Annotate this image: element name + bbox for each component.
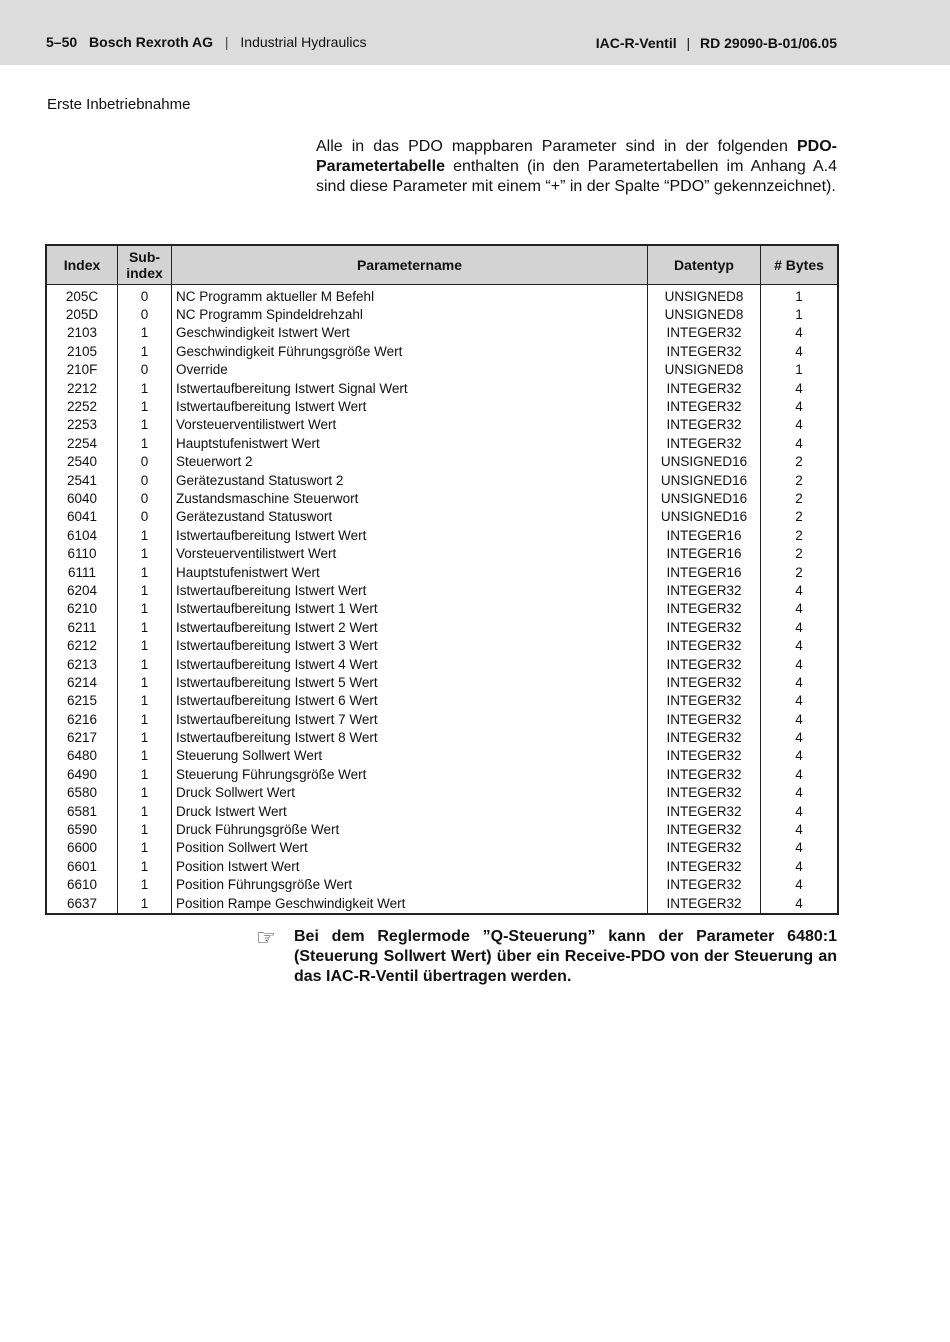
table-row <box>46 397 838 415</box>
cell-parameter-name: Gerätezustand Statuswort <box>172 508 648 526</box>
cell-parameter-name: Druck Sollwert Wert <box>172 784 648 802</box>
cell-bytes: 4 <box>761 655 839 673</box>
cell-parameter-name: Istwertaufbereitung Istwert Signal Wert <box>172 379 648 397</box>
cell-parameter-name: Steuerwort 2 <box>172 453 648 471</box>
cell-subindex: 1 <box>118 434 172 452</box>
cell-index: 2105 <box>66 343 98 359</box>
cell-subindex: 1 <box>118 544 172 562</box>
cell-parameter-name: Istwertaufbereitung Istwert Wert <box>172 526 648 544</box>
table-row <box>46 894 838 914</box>
cell-subindex: 0 <box>118 361 172 379</box>
cell-index: 6110 <box>67 546 97 562</box>
cell-datatype: INTEGER16 <box>648 526 761 544</box>
cell-bytes: 2 <box>761 471 839 489</box>
cell-datatype: INTEGER32 <box>648 600 761 618</box>
table-row <box>46 563 838 581</box>
intro-text-before: Alle in das PDO mappbaren Parameter sind in der folgenden <box>316 138 797 155</box>
cell-subindex: 0 <box>118 508 172 526</box>
cell-datatype: INTEGER32 <box>648 618 761 636</box>
cell-datatype: INTEGER32 <box>648 581 761 599</box>
cell-datatype: INTEGER32 <box>648 894 761 914</box>
table-row <box>46 379 838 397</box>
table-body <box>46 285 838 915</box>
header-right <box>596 35 837 51</box>
cell-subindex: 0 <box>118 453 172 471</box>
cell-subindex: 1 <box>118 342 172 360</box>
cell-subindex: 1 <box>118 692 172 710</box>
table-row <box>46 342 838 360</box>
table-row <box>46 434 838 452</box>
cell-datatype: INTEGER32 <box>648 765 761 783</box>
table-row <box>46 581 838 599</box>
cell-index: 6041 <box>66 509 98 525</box>
cell-subindex: 1 <box>118 581 172 599</box>
cell-datatype: INTEGER32 <box>648 397 761 415</box>
cell-parameter-name: Geschwindigkeit Führungsgröße Wert <box>172 342 648 360</box>
table-row <box>46 324 838 342</box>
cell-datatype: INTEGER32 <box>648 728 761 746</box>
cell-subindex: 1 <box>118 618 172 636</box>
table-row <box>46 820 838 838</box>
table-row <box>46 784 838 802</box>
cell-index: 2541 <box>66 472 98 488</box>
cell-datatype: INTEGER32 <box>648 876 761 894</box>
cell-parameter-name: Position Führungsgröße Wert <box>172 876 648 894</box>
cell-datatype: INTEGER32 <box>648 324 761 342</box>
header-divider: | <box>224 34 229 50</box>
cell-bytes: 2 <box>761 489 839 507</box>
col-header-subindex: Sub- index <box>118 245 172 285</box>
company-name: Bosch Rexroth AG <box>89 34 213 50</box>
col-header-name: Parametername <box>172 245 648 285</box>
table-row <box>46 655 838 673</box>
cell-bytes: 2 <box>761 544 839 562</box>
cell-bytes: 1 <box>761 305 839 323</box>
table-row <box>46 508 838 526</box>
product-name: IAC-R-Ventil <box>595 35 677 51</box>
cell-datatype: INTEGER32 <box>648 692 761 710</box>
cell-parameter-name: NC Programm Spindeldrehzahl <box>172 305 648 323</box>
cell-bytes: 4 <box>761 710 839 728</box>
cell-bytes: 2 <box>761 526 839 544</box>
cell-subindex: 1 <box>118 379 172 397</box>
pointing-hand-icon: ☞ <box>256 925 276 950</box>
cell-datatype: INTEGER32 <box>648 636 761 654</box>
cell-subindex: 1 <box>118 839 172 857</box>
cell-bytes: 4 <box>761 324 839 342</box>
cell-datatype: UNSIGNED8 <box>648 285 761 306</box>
cell-subindex: 1 <box>118 747 172 765</box>
cell-index: 6637 <box>66 895 98 911</box>
cell-subindex: 1 <box>118 655 172 673</box>
cell-subindex: 0 <box>118 305 172 323</box>
page-header <box>0 0 950 65</box>
table-row <box>46 471 838 489</box>
cell-parameter-name: Istwertaufbereitung Istwert 5 Wert <box>172 673 648 691</box>
cell-parameter-name: Istwertaufbereitung Istwert Wert <box>172 581 648 599</box>
cell-bytes: 2 <box>761 508 839 526</box>
cell-bytes: 4 <box>761 416 839 434</box>
header-left <box>46 34 366 50</box>
cell-parameter-name: Istwertaufbereitung Istwert 3 Wert <box>172 636 648 654</box>
cell-parameter-name: Istwertaufbereitung Istwert 4 Wert <box>172 655 648 673</box>
cell-subindex: 1 <box>118 526 172 544</box>
cell-bytes: 4 <box>761 820 839 838</box>
cell-subindex: 1 <box>118 600 172 618</box>
cell-subindex: 0 <box>118 489 172 507</box>
page-number: 5–50 <box>46 34 78 50</box>
cell-datatype: INTEGER32 <box>648 379 761 397</box>
table-row <box>46 747 838 765</box>
cell-parameter-name: Druck Istwert Wert <box>172 802 648 820</box>
cell-bytes: 4 <box>761 342 839 360</box>
col-header-datatype: Datentyp <box>648 245 761 285</box>
cell-subindex: 1 <box>118 397 172 415</box>
cell-parameter-name: Position Istwert Wert <box>172 857 648 875</box>
intro-paragraph <box>316 137 837 197</box>
cell-parameter-name: Position Sollwert Wert <box>172 839 648 857</box>
col-header-index: Index <box>46 245 118 285</box>
cell-bytes: 4 <box>761 379 839 397</box>
cell-bytes: 4 <box>761 802 839 820</box>
cell-subindex: 1 <box>118 728 172 746</box>
col-header-bytes: # Bytes <box>761 245 839 285</box>
cell-bytes: 4 <box>761 434 839 452</box>
cell-datatype: INTEGER32 <box>648 673 761 691</box>
intro-bold-term: PDO-Parametertabelle <box>316 138 837 175</box>
cell-bytes: 4 <box>761 765 839 783</box>
cell-datatype: UNSIGNED16 <box>648 471 761 489</box>
cell-index: 2254 <box>66 435 98 451</box>
note-text: Bei dem Reglermode ”Q-Steuerung” kann der Parameter 6480:1 (Steuerung Sollwert Wert) über ein Receive-PDO von der Steuerung an das IAC-R-Ventil übertragen werden. <box>294 928 837 985</box>
cell-subindex: 0 <box>118 285 172 306</box>
table-row <box>46 526 838 544</box>
table-row <box>46 802 838 820</box>
cell-parameter-name: Istwertaufbereitung Istwert 8 Wert <box>172 728 648 746</box>
cell-index: 2540 <box>66 454 98 470</box>
cell-bytes: 4 <box>761 673 839 691</box>
table-row <box>46 710 838 728</box>
cell-datatype: INTEGER32 <box>648 342 761 360</box>
cell-bytes: 4 <box>761 600 839 618</box>
cell-index: 205D <box>65 307 99 323</box>
table-header-row <box>46 245 838 285</box>
cell-bytes: 4 <box>761 894 839 914</box>
cell-index: 205C <box>65 288 99 304</box>
section-title: Erste Inbetriebnahme <box>47 96 191 113</box>
cell-subindex: 1 <box>118 324 172 342</box>
cell-parameter-name: Override <box>172 361 648 379</box>
cell-datatype: INTEGER32 <box>648 857 761 875</box>
cell-parameter-name: Istwertaufbereitung Istwert 7 Wert <box>172 710 648 728</box>
cell-parameter-name: Steuerung Führungsgröße Wert <box>172 765 648 783</box>
cell-parameter-name: Istwertaufbereitung Istwert 1 Wert <box>172 600 648 618</box>
cell-index: 6581 <box>66 803 98 819</box>
cell-index: 6212 <box>66 638 98 654</box>
cell-datatype: INTEGER32 <box>648 784 761 802</box>
cell-index: 6211 <box>67 619 97 635</box>
cell-datatype: UNSIGNED8 <box>648 305 761 323</box>
cell-parameter-name: Istwertaufbereitung Istwert 6 Wert <box>172 692 648 710</box>
table-row <box>46 839 838 857</box>
cell-subindex: 1 <box>118 784 172 802</box>
table-row <box>46 285 838 306</box>
table-row <box>46 600 838 618</box>
table-row <box>46 453 838 471</box>
cell-index: 6210 <box>66 601 98 617</box>
cell-bytes: 4 <box>761 784 839 802</box>
cell-index: 6600 <box>66 840 98 856</box>
cell-datatype: INTEGER16 <box>648 544 761 562</box>
table-row <box>46 765 838 783</box>
cell-index: 6213 <box>66 656 98 672</box>
cell-datatype: INTEGER32 <box>648 820 761 838</box>
cell-subindex: 1 <box>118 563 172 581</box>
cell-subindex: 1 <box>118 894 172 914</box>
cell-bytes: 4 <box>761 692 839 710</box>
cell-subindex: 1 <box>118 765 172 783</box>
cell-index: 6204 <box>66 582 98 598</box>
cell-subindex: 1 <box>118 820 172 838</box>
table-row <box>46 305 838 323</box>
cell-datatype: INTEGER32 <box>648 747 761 765</box>
cell-datatype: INTEGER16 <box>648 563 761 581</box>
cell-subindex: 1 <box>118 857 172 875</box>
cell-datatype: INTEGER32 <box>648 802 761 820</box>
cell-index: 2253 <box>66 417 98 433</box>
cell-bytes: 4 <box>761 581 839 599</box>
cell-index: 6580 <box>66 785 98 801</box>
cell-subindex: 1 <box>118 673 172 691</box>
division-name: Industrial Hydraulics <box>240 34 367 50</box>
cell-index: 2212 <box>66 380 98 396</box>
table-row <box>46 618 838 636</box>
cell-index: 2252 <box>66 399 98 415</box>
cell-subindex: 0 <box>118 471 172 489</box>
cell-bytes: 4 <box>761 839 839 857</box>
cell-datatype: INTEGER32 <box>648 434 761 452</box>
cell-parameter-name: Steuerung Sollwert Wert <box>172 747 648 765</box>
table-row <box>46 489 838 507</box>
cell-index: 6040 <box>66 490 98 506</box>
cell-datatype: UNSIGNED8 <box>648 361 761 379</box>
table-row <box>46 544 838 562</box>
cell-bytes: 4 <box>761 747 839 765</box>
cell-index: 6610 <box>66 877 98 893</box>
table-row <box>46 692 838 710</box>
cell-bytes: 4 <box>761 397 839 415</box>
cell-bytes: 4 <box>761 728 839 746</box>
table-row <box>46 416 838 434</box>
pdo-parameter-table <box>45 244 839 915</box>
cell-parameter-name: Geschwindigkeit Istwert Wert <box>172 324 648 342</box>
cell-parameter-name: Vorsteuerventilistwert Wert <box>172 544 648 562</box>
cell-index: 6214 <box>66 674 98 690</box>
cell-index: 6490 <box>66 766 98 782</box>
cell-index: 6111 <box>67 564 97 580</box>
cell-bytes: 2 <box>761 563 839 581</box>
cell-index: 2103 <box>66 325 98 341</box>
cell-index: 6590 <box>66 822 98 838</box>
cell-datatype: INTEGER32 <box>648 710 761 728</box>
cell-index: 6601 <box>66 858 98 874</box>
cell-subindex: 1 <box>118 416 172 434</box>
header-divider: | <box>686 35 691 51</box>
table-row <box>46 636 838 654</box>
cell-index: 6104 <box>66 527 98 543</box>
table-row <box>46 876 838 894</box>
cell-parameter-name: Istwertaufbereitung Istwert Wert <box>172 397 648 415</box>
cell-index: 6215 <box>66 693 98 709</box>
cell-parameter-name: Vorsteuerventilistwert Wert <box>172 416 648 434</box>
cell-parameter-name: Zustandsmaschine Steuerwort <box>172 489 648 507</box>
cell-datatype: INTEGER32 <box>648 655 761 673</box>
cell-datatype: INTEGER32 <box>648 839 761 857</box>
cell-bytes: 2 <box>761 453 839 471</box>
document-reference: RD 29090-B-01/06.05 <box>700 35 837 51</box>
intro-text-after: enthalten (in den Parametertabellen im Anhang A.4 sind diese Parameter mit einem “+” in der Spalte “PDO” gekennzeichnet). <box>316 158 837 195</box>
cell-bytes: 4 <box>761 876 839 894</box>
cell-bytes: 4 <box>761 618 839 636</box>
cell-bytes: 1 <box>761 361 839 379</box>
cell-parameter-name: Position Rampe Geschwindigkeit Wert <box>172 894 648 914</box>
cell-subindex: 1 <box>118 802 172 820</box>
cell-parameter-name: NC Programm aktueller M Befehl <box>172 285 648 306</box>
table-row <box>46 728 838 746</box>
cell-bytes: 4 <box>761 857 839 875</box>
cell-datatype: INTEGER32 <box>648 416 761 434</box>
cell-index: 6216 <box>66 711 98 727</box>
cell-datatype: UNSIGNED16 <box>648 489 761 507</box>
cell-datatype: UNSIGNED16 <box>648 508 761 526</box>
cell-parameter-name: Druck Führungsgröße Wert <box>172 820 648 838</box>
cell-subindex: 1 <box>118 876 172 894</box>
cell-parameter-name: Istwertaufbereitung Istwert 2 Wert <box>172 618 648 636</box>
cell-subindex: 1 <box>118 636 172 654</box>
cell-datatype: UNSIGNED16 <box>648 453 761 471</box>
table-row <box>46 361 838 379</box>
table-row <box>46 673 838 691</box>
cell-index: 6480 <box>66 748 98 764</box>
cell-parameter-name: Gerätezustand Statuswort 2 <box>172 471 648 489</box>
cell-subindex: 1 <box>118 710 172 728</box>
cell-parameter-name: Hauptstufenistwert Wert <box>172 563 648 581</box>
cell-bytes: 4 <box>761 636 839 654</box>
cell-index: 210F <box>66 362 98 378</box>
table-row <box>46 857 838 875</box>
cell-index: 6217 <box>66 730 98 746</box>
cell-bytes: 1 <box>761 285 839 306</box>
cell-parameter-name: Hauptstufenistwert Wert <box>172 434 648 452</box>
